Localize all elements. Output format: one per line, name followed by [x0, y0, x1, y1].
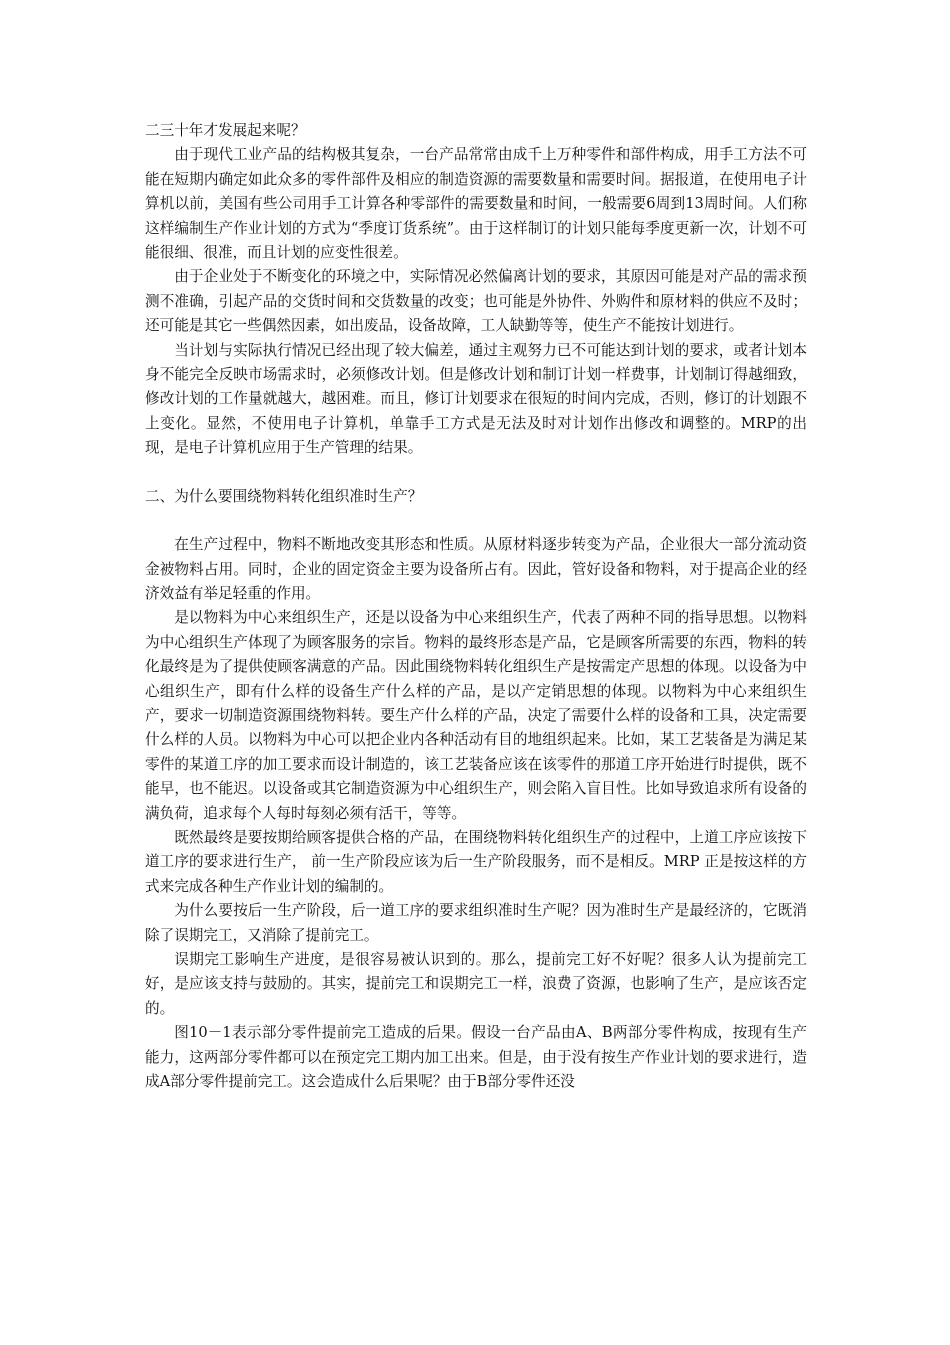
paragraph-plan-revision: 当计划与实际执行情况已经出现了较大偏差，通过主观努力已不可能达到计划的要求，或者计划本身不能完全反映市场需求时，必须修改计划。但是修改计划和制订计划一样费事，计划制订得越细致，修改计划的工作量就越大，越困难。而且，修订计划要求在很短的时间内完成，否则，修订的计划跟不上变化。显然，不使用电子计算机，单靠手工方式是无法及时对计划作出修改和调整的。MRP的出现，是电子计算机应用于生产管理的结果。 [145, 341, 807, 457]
paragraph-material-flow: 在生产过程中，物料不断地改变其形态和性质。从原材料逐步转变为产品，企业很大一部分流动资金被物料占用。同时，企业的固定资金主要为设备所占有。因此，管好设备和物料，对于提高企业的经济效益有举足轻重的作用。 [145, 536, 807, 602]
paragraph-early-completion: 误期完工影响生产进度，是很容易被认识到的。那么，提前完工好不好呢？很多人认为提前完工好，是应该支持与鼓励的。其实，提前完工和误期完工一样，浪费了资源，也影响了生产，是应该否定的。 [145, 951, 807, 1017]
spacer [145, 509, 807, 533]
paragraph-just-in-time: 为什么要按后一生产阶段，后一道工序的要求组织准时生产呢？因为准时生产是最经济的，它既消除了误期完工，又消除了提前完工。 [145, 902, 807, 944]
paragraph-changing-environment: 由于企业处于不断变化的环境之中，实际情况必然偏离计划的要求，其原因可能是对产品的需求预测不准确，引起产品的交货时间和交货数量的改变；也可能是外协件、外购件和原材料的供应不及时；还可能是其它一些偶然因素，如出废品，设备故障，工人缺勤等等，使生产不能按计划进行。 [145, 268, 807, 335]
paragraph-figure-reference: 图10－1表示部分零件提前完工造成的后果。假设一台产品由A、B两部分零件构成，按现有生产能力，这两部分零件都可以在预定完工期内加工出来。但是，由于没有按生产作业计划的要求进行，造成A部分零件提前完工。这会造成什么后果呢？由于B部分零件还没 [145, 1024, 807, 1091]
paragraph-material-centered: 是以物料为中心来组织生产，还是以设备为中心来组织生产，代表了两种不同的指导思想。以物料为中心组织生产体现了为顾客服务的宗旨。物料的最终形态是产品，它是顾客所需要的东西，物料的转化最终是为了提供使顾客满意的产品。因此围绕物料转化组织生产是按需定产思想的体现。以设备为中心组织生产，即有什么样的设备生产什么样的产品，是以产定销思想的体现。以物料为中心来组织生产，要求一切制造资源围绕物料转。要生产什么样的产品，决定了需要什么样的设备和工具，决定需要什么样的人员。以物料为中心可以把企业内各种活动有目的地组织起来。比如，某工艺装备是为满足某零件的某道工序的加工要求而设计制造的，该工艺装备应该在该零件的那道工序开始进行时提供，既不能早，也不能迟。以设备或其它制造资源为中心组织生产，则会陷入盲目性。比如导致追求所有设备的满负荷，追求每个人每时每刻必须有活干，等等。 [145, 609, 807, 822]
paragraph-upstream-downstream: 既然最终是要按期给顾客提供合格的产品，在围绕物料转化组织生产的过程中，上道工序应该按下道工序的要求进行生产， 前一生产阶段应该为后一生产阶段服务，而不是相反。MRP 正是按这样的方式来完成各种生产作业计划的编制的。 [145, 828, 807, 895]
section-heading: 二、为什么要围绕物料转化组织准时生产？ [145, 487, 423, 505]
paragraph-manual-planning: 由于现代工业产品的结构极其复杂，一台产品常常由成千上万种零件和部件构成，用手工方法不可能在短期内确定如此众多的零件部件及相应的制造资源的需要数量和需要时间。据报道，在使用电子计算机以前，美国有些公司用手工计算各种零部件的需要数量和时间，一般需要6周到13周时间。人们称这样编制生产作业计划的方式为“季度订货系统”。由于这样制订的计划只能每季度更新一次，计划不可能很细、很准，而且计划的应变性很差。 [145, 146, 807, 262]
opening-line: 二三十年才发展起来呢？ [145, 122, 306, 139]
spacer [145, 461, 807, 485]
document-page [145, 119, 807, 1094]
